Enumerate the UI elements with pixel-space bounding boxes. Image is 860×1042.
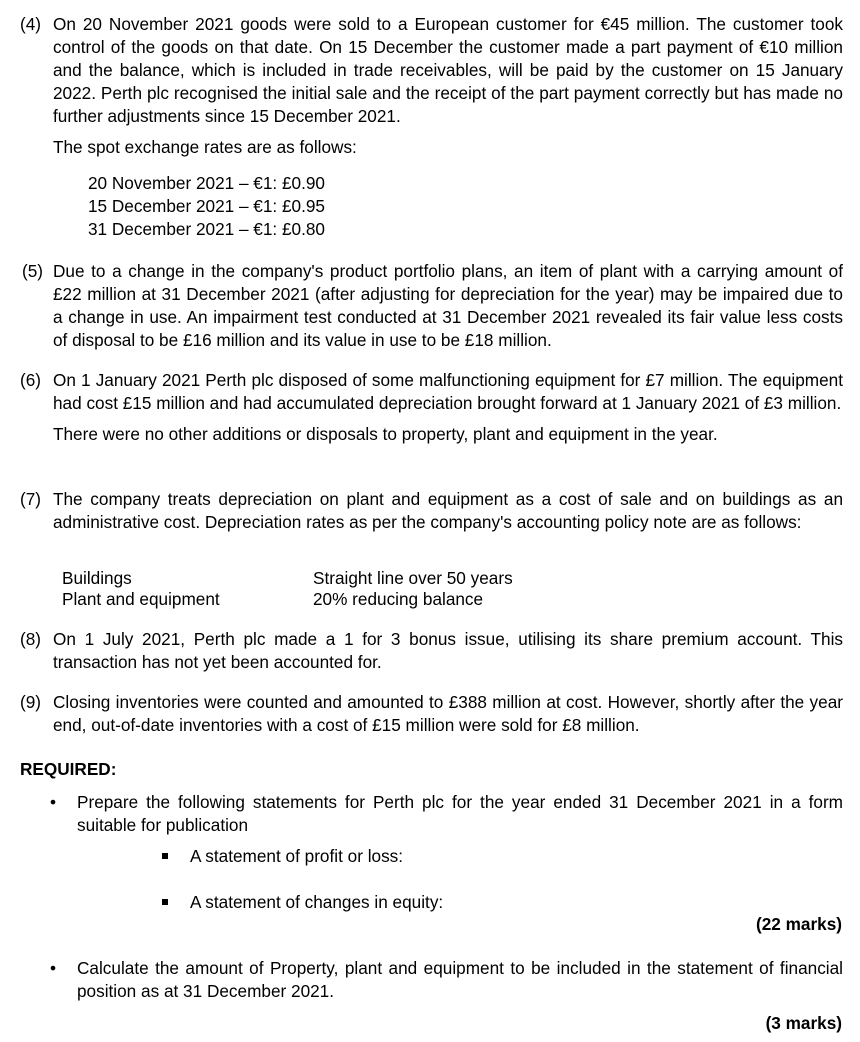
asset-name: Buildings xyxy=(62,568,132,588)
rates-intro: The spot exchange rates are as follows: xyxy=(53,137,357,157)
note-text: On 20 November 2021 goods were sold to a European customer for €45 million. The customer took control of the goods on that date. On 15 December the customer made a part payment of €10 million and the balance, which is included in trade receivables, will be paid by the customer on 15 January 2022. Perth plc recognised the initial sale and the receipt of the part payment correctly but has made no further adjustments since 15 December 2021. xyxy=(53,14,843,126)
rate-line: 15 December 2021 – €1: £0.95 xyxy=(88,196,325,216)
note-6 xyxy=(20,369,843,446)
note-text: On 1 July 2021, Perth plc made a 1 for 3 bonus issue, utilising its share premium account. This transaction has not yet been accounted for. xyxy=(53,629,843,672)
note-number: (7) xyxy=(20,489,42,509)
note-4 xyxy=(20,13,843,159)
asset-name: Plant and equipment xyxy=(62,589,220,609)
note-number: (8) xyxy=(20,629,42,649)
marks-3: (3 marks) xyxy=(765,1013,842,1033)
note-7 xyxy=(20,488,843,534)
required-heading: REQUIRED: xyxy=(20,759,117,779)
note-9 xyxy=(20,691,843,737)
note-number: (5) xyxy=(22,261,44,281)
note-number: (6) xyxy=(20,370,42,390)
depreciation-rate: 20% reducing balance xyxy=(313,589,484,609)
task-1-text: Prepare the following statements for Perth plc for the year ended 31 December 2021 in a form suitable for publication xyxy=(77,792,843,835)
bullet-icon: • xyxy=(50,958,57,978)
note-number: (9) xyxy=(20,692,42,712)
square-bullet-icon xyxy=(162,899,168,905)
note-text: On 1 January 2021 Perth plc disposed of some malfunctioning equipment for £7 million. The equipment had cost £15 million and had accumulated depreciation brought forward at 1 January 2021 of £3 million. xyxy=(53,370,843,413)
note-text: Due to a change in the company's product portfolio plans, an item of plant with a carrying amount of £22 million at 31 December 2021 (after adjusting for depreciation for the year) may be impaired due to a change in use. An impairment test conducted at 31 December 2021 revealed its fair value less costs of disposal to be £16 million and its value in use to be £18 million. xyxy=(53,261,843,350)
task-2-text: Calculate the amount of Property, plant and equipment to be included in the statement of financial position as at 31 December 2021. xyxy=(77,958,843,1001)
subtask-changes-in-equity: A statement of changes in equity: xyxy=(190,892,444,912)
note-5 xyxy=(22,260,843,352)
note-number: (4) xyxy=(20,14,42,34)
note-text: The company treats depreciation on plant and equipment as a cost of sale and on buildings as an administrative cost. Depreciation rates as per the company's accounting policy note are as follows: xyxy=(53,489,843,532)
depreciation-rate: Straight line over 50 years xyxy=(313,568,513,588)
marks-22: (22 marks) xyxy=(756,914,842,934)
rate-line: 31 December 2021 – €1: £0.80 xyxy=(88,219,325,239)
note-text-2: There were no other additions or disposals to property, plant and equipment in the year. xyxy=(53,424,718,444)
note-8 xyxy=(20,628,843,674)
bullet-icon: • xyxy=(50,792,57,812)
note-text: Closing inventories were counted and amounted to £388 million at cost. However, shortly after the year end, out-of-date inventories with a cost of £15 million were sold for £8 million. xyxy=(53,692,843,735)
rate-line: 20 November 2021 – €1: £0.90 xyxy=(88,173,325,193)
square-bullet-icon xyxy=(162,853,168,859)
subtask-profit-or-loss: A statement of profit or loss: xyxy=(190,846,404,866)
exchange-rates-list xyxy=(88,172,325,241)
